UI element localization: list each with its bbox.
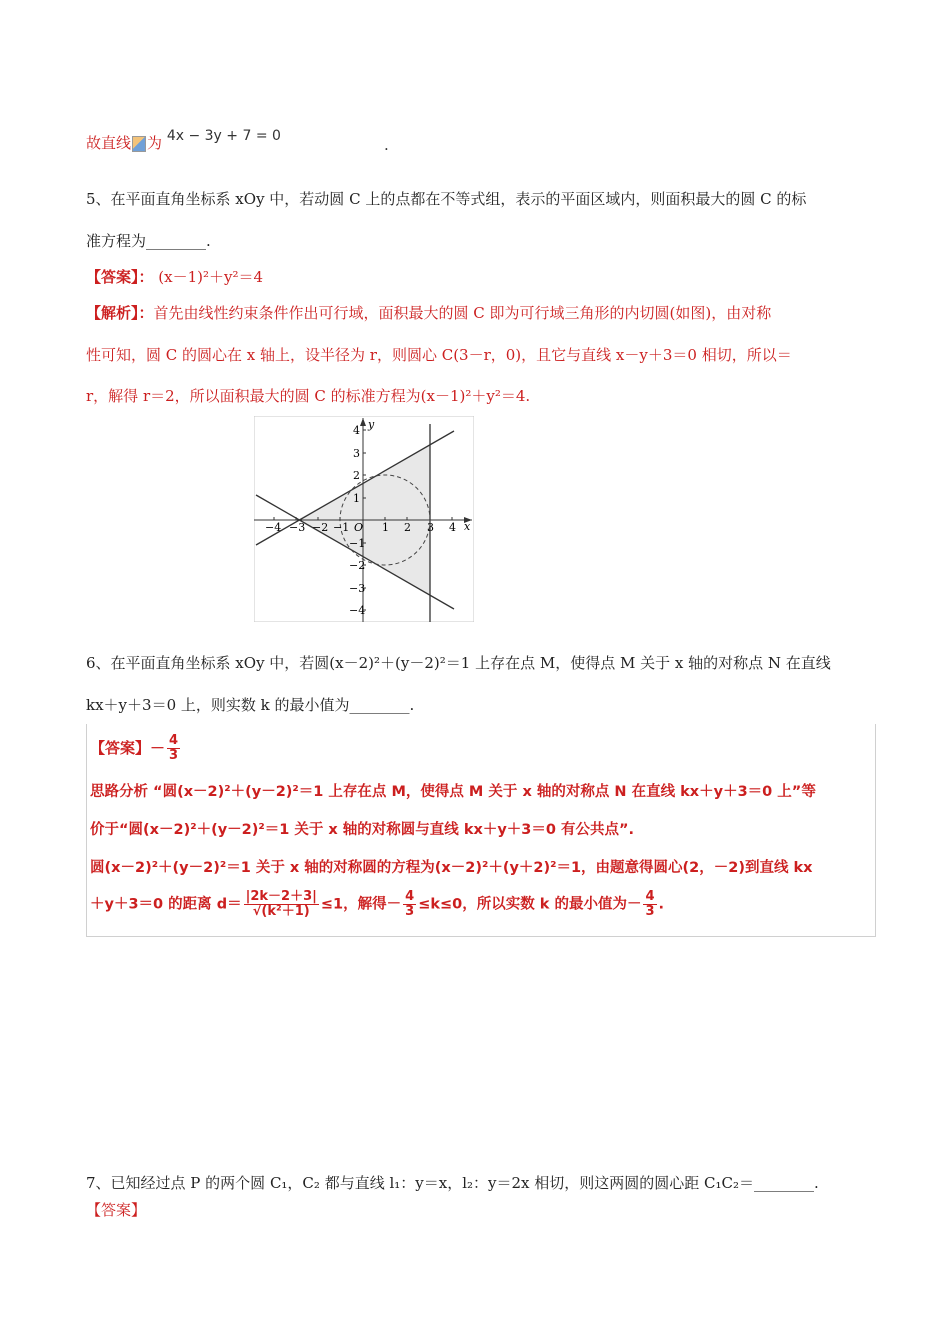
line-equation: 4x − 3y + 7 = 0 [166, 128, 281, 144]
y-tick-label: 1 [353, 492, 360, 505]
fraction-lower-bound [403, 890, 416, 919]
y-tick-label: −3 [349, 582, 366, 595]
q6-solution-l4d: . [658, 896, 665, 913]
q5-line2: 准方程为________. [86, 232, 211, 250]
q6-solution-l4c: ≤k≤0，所以实数 k 的最小值为－ [418, 896, 642, 913]
q5-line1: 5、在平面直角坐标系 xOy 中，若动圆 C 上的点都在不等式组，表示的平面区域内，则面积最大的圆 C 的标 [86, 190, 807, 208]
conclusion-line [86, 128, 389, 154]
fraction-denominator: 3 [645, 904, 655, 919]
q6-solution-l4b: ≤1，解得－ [320, 896, 402, 913]
q5-answer [86, 266, 263, 287]
q5-analysis-l3: r，解得 r＝2，所以面积最大的圆 C 的标准方程为(x－1)²＋y²＝4. [86, 387, 531, 405]
conclusion-prefix: 故直线 [86, 134, 132, 152]
q6-answer-label: 【答案】 [90, 739, 151, 757]
fraction-denominator: √(k²＋1) [252, 904, 310, 919]
q6-solution-l3: 圆(x－2)²＋(y－2)²＝1 关于 x 轴的对称圆的方程为(x－2)²＋(y＋2)²＝1，由题意得圆心(2，－2)到直线 kx [90, 860, 813, 876]
q6-solution-l1: 思路分析 “圆(x－2)²＋(y－2)²＝1 上存在点 M，使得点 M 关于 x 轴的对称点 N 在直线 kx＋y＋3＝0 上”等 [90, 784, 816, 800]
feasible-region-graph [254, 416, 474, 622]
q6-answer-fraction [167, 734, 180, 763]
q5-analysis-l1 [86, 302, 771, 323]
y-tick-label: 4 [353, 424, 360, 437]
q6-solution-l4 [90, 890, 664, 919]
fraction-numerator: 4 [405, 889, 415, 904]
q6-answer-sign: － [150, 739, 166, 757]
fraction-numerator: 4 [645, 889, 655, 904]
fraction-min-value [643, 890, 656, 919]
x-axis-label: x [464, 520, 471, 533]
x-tick-label: −2 [312, 521, 329, 534]
x-tick-label: −1 [333, 521, 350, 534]
fraction-numerator: 4 [169, 733, 179, 748]
x-tick-label: −3 [289, 521, 306, 534]
q5-analysis-label: 【解析】： [86, 304, 154, 322]
fraction-denominator: 3 [405, 904, 415, 919]
y-tick-label: 3 [353, 447, 360, 460]
q5-answer-value: (x－1)²＋y²＝4 [158, 268, 264, 286]
q6-line1: 6、在平面直角坐标系 xOy 中，若圆(x－2)²＋(y－2)²＝1 上存在点 M，使得点 M 关于 x 轴的对称点 N 在直线 [86, 654, 831, 672]
q5-answer-label: 【答案】： [86, 268, 154, 286]
broken-image-icon [132, 136, 146, 152]
trailing-dot: . [384, 136, 389, 154]
fraction-denominator: 3 [169, 748, 179, 763]
origin-label: O [354, 521, 364, 534]
y-tick-label: −1 [349, 537, 366, 550]
q6-solution-l2: 价于“圆(x－2)²＋(y－2)²＝1 关于 x 轴的对称圆与直线 kx＋y＋3＝0 有公共点”. [90, 822, 635, 838]
y-tick-label: −4 [349, 604, 366, 617]
q7-answer-label: 【答案】 [86, 1201, 147, 1219]
x-tick-label: 4 [449, 521, 456, 534]
conclusion-suffix: 为 [147, 134, 163, 152]
x-tick-label: 2 [404, 521, 411, 534]
x-tick-label: 1 [382, 521, 389, 534]
q6-solution-l4a: ＋y＋3＝0 的距离 d＝ [90, 896, 242, 913]
fraction-numerator: |2k－2＋3| [245, 889, 317, 904]
q7-line1: 7、已知经过点 P 的两个圆 C₁，C₂ 都与直线 l₁：y＝x，l₂：y＝2x 相切，则这两圆的圆心距 C₁C₂＝________. [86, 1174, 819, 1192]
y-tick-label: 2 [353, 469, 360, 482]
y-axis-label: y [368, 418, 375, 431]
x-tick-label: −4 [265, 521, 282, 534]
x-tick-label: 3 [427, 521, 434, 534]
q5-analysis-l2: 性可知，圆 C 的圆心在 x 轴上，设半径为 r，则圆心 C(3－r，0)，且它与直线 x－y＋3＝0 相切，所以＝ [86, 346, 792, 364]
q6-line2: kx＋y＋3＝0 上，则实数 k 的最小值为________. [86, 696, 415, 714]
q5-analysis-text1: 首先由线性约束条件作出可行域，面积最大的圆 C 即为可行域三角形的内切圆(如图)，由对称 [153, 304, 772, 322]
q6-answer [90, 734, 182, 763]
y-tick-label: −2 [349, 559, 366, 572]
distance-fraction [244, 890, 319, 919]
